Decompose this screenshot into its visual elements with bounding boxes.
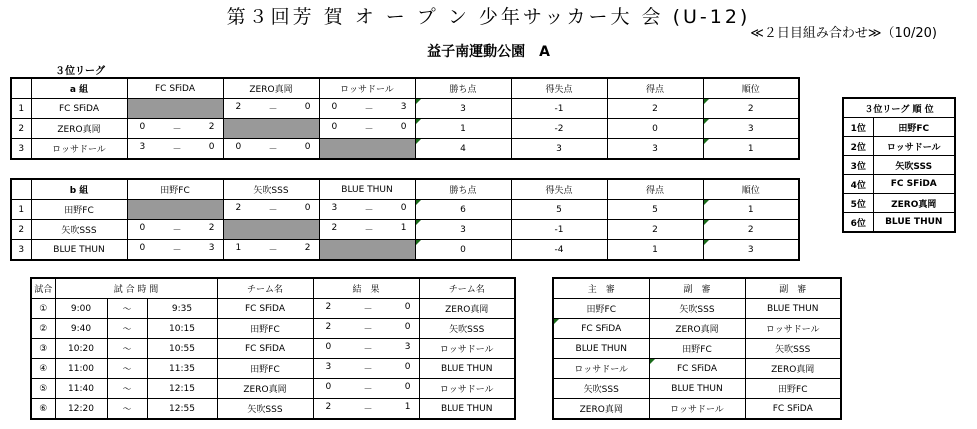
referee-team: FC SFiDA bbox=[553, 319, 649, 339]
referee-row bbox=[553, 359, 841, 379]
group-a-header: 順位 bbox=[703, 78, 799, 99]
group-a-header: a 組 bbox=[31, 78, 127, 99]
home-team: 田野FC bbox=[217, 359, 313, 379]
away-team: BLUE THUN bbox=[419, 399, 515, 420]
goal-diff-cell: -1 bbox=[511, 220, 607, 240]
row-number: 1 bbox=[11, 200, 31, 220]
group-a-body bbox=[11, 99, 799, 160]
referee-row bbox=[553, 379, 841, 399]
score-cell bbox=[127, 220, 223, 240]
referee-header: 副 審 bbox=[649, 278, 745, 299]
self-match-cell bbox=[127, 99, 223, 119]
start-time: 11:40 bbox=[55, 379, 107, 399]
match-number: ③ bbox=[31, 339, 55, 359]
score-part: － bbox=[364, 226, 374, 236]
self-match-cell bbox=[319, 139, 415, 160]
ranking-body bbox=[843, 118, 955, 233]
schedule-body bbox=[31, 299, 515, 420]
team-name: 田野FC bbox=[31, 200, 127, 220]
score-part: － bbox=[363, 325, 373, 335]
time-separator: ～ bbox=[107, 359, 147, 379]
score-part: 0 bbox=[400, 203, 407, 213]
score-value bbox=[314, 382, 419, 395]
away-team: ロッサドール bbox=[419, 339, 515, 359]
schedule-header-row bbox=[31, 278, 515, 299]
score-part: 3 bbox=[331, 203, 338, 213]
ranking-row bbox=[843, 156, 955, 175]
referee-row bbox=[553, 399, 841, 420]
venue-label: 益子南運動公園 A bbox=[427, 44, 550, 60]
score-value bbox=[224, 203, 319, 216]
score-part: － bbox=[363, 405, 373, 415]
score-part: 0 bbox=[400, 122, 407, 132]
referee-team: FC SFiDA bbox=[649, 359, 745, 379]
group-b-table bbox=[10, 178, 800, 261]
ranking-position: 2位 bbox=[843, 137, 873, 156]
row-number: 1 bbox=[11, 99, 31, 119]
referee-team: ZERO真岡 bbox=[745, 359, 841, 379]
group-a-header: 勝ち点 bbox=[415, 78, 511, 99]
score-part: － bbox=[364, 206, 374, 216]
team-name: FC SFiDA bbox=[31, 99, 127, 119]
goal-diff-cell: 5 bbox=[511, 200, 607, 220]
score-part: 3 bbox=[404, 342, 411, 352]
schedule-header: チーム名 bbox=[419, 278, 515, 299]
end-time: 10:15 bbox=[147, 319, 217, 339]
referee-team: FC SFiDA bbox=[745, 399, 841, 420]
home-team: FC SFiDA bbox=[217, 339, 313, 359]
referee-team: ロッサドール bbox=[553, 359, 649, 379]
group-a-header: 得失点 bbox=[511, 78, 607, 99]
end-time: 12:55 bbox=[147, 399, 217, 420]
referee-team: ZERO真岡 bbox=[553, 399, 649, 420]
table-row bbox=[11, 240, 799, 261]
score-part: 0 bbox=[404, 302, 411, 312]
rank-cell: 1 bbox=[703, 139, 799, 160]
points-cell: 1 bbox=[415, 119, 511, 139]
schedule-row bbox=[31, 399, 515, 420]
score-part: － bbox=[268, 246, 278, 256]
rank-cell: 2 bbox=[703, 99, 799, 119]
ranking-team: ZERO真岡 bbox=[873, 194, 955, 213]
group-b-header: 勝ち点 bbox=[415, 179, 511, 200]
ranking-position: 5位 bbox=[843, 194, 873, 213]
score-value bbox=[320, 203, 415, 216]
end-time: 12:15 bbox=[147, 379, 217, 399]
group-b-header: 矢吹SSS bbox=[223, 179, 319, 200]
group-b-header: 得失点 bbox=[511, 179, 607, 200]
row-number: 2 bbox=[11, 220, 31, 240]
points-cell: 4 bbox=[415, 139, 511, 160]
referee-team: ZERO真岡 bbox=[649, 319, 745, 339]
points-cell: 3 bbox=[415, 220, 511, 240]
group-b-body bbox=[11, 200, 799, 261]
rank-cell: 1 bbox=[703, 200, 799, 220]
score-cell bbox=[319, 200, 415, 220]
score-part: 1 bbox=[404, 402, 411, 412]
score-value bbox=[314, 342, 419, 355]
row-number: 3 bbox=[11, 139, 31, 160]
score-part: － bbox=[268, 105, 278, 115]
score-part: 2 bbox=[325, 322, 332, 332]
score-part: 2 bbox=[325, 302, 332, 312]
score-part: － bbox=[172, 145, 182, 155]
ranking-team: 矢吹SSS bbox=[873, 156, 955, 175]
score-part: 2 bbox=[208, 122, 215, 132]
score-part: 0 bbox=[331, 122, 338, 132]
ranking-position: 1位 bbox=[843, 118, 873, 137]
start-time: 10:20 bbox=[55, 339, 107, 359]
score-part: 0 bbox=[304, 142, 311, 152]
referee-team: 矢吹SSS bbox=[553, 379, 649, 399]
home-team: ZERO真岡 bbox=[217, 379, 313, 399]
score-cell bbox=[319, 119, 415, 139]
score-part: 3 bbox=[325, 362, 332, 372]
score-part: 1 bbox=[235, 243, 242, 253]
score-part: 0 bbox=[325, 342, 332, 352]
team-name: BLUE THUN bbox=[31, 240, 127, 261]
score-part: － bbox=[268, 206, 278, 216]
referee-row bbox=[553, 299, 841, 319]
time-separator: ～ bbox=[107, 299, 147, 319]
self-match-cell bbox=[127, 200, 223, 220]
start-time: 9:00 bbox=[55, 299, 107, 319]
self-match-cell bbox=[223, 119, 319, 139]
score-part: 0 bbox=[304, 203, 311, 213]
score-part: 3 bbox=[400, 102, 407, 112]
table-row bbox=[11, 220, 799, 240]
table-row bbox=[11, 139, 799, 160]
score-cell bbox=[223, 200, 319, 220]
referee-header: 主 審 bbox=[553, 278, 649, 299]
goal-diff-cell: -1 bbox=[511, 99, 607, 119]
goals-for-cell: 0 bbox=[607, 119, 703, 139]
self-match-cell bbox=[223, 220, 319, 240]
score-cell bbox=[313, 379, 419, 399]
schedule-row bbox=[31, 359, 515, 379]
team-name: 矢吹SSS bbox=[31, 220, 127, 240]
schedule-header: 試合 bbox=[31, 278, 55, 299]
score-part: 0 bbox=[404, 322, 411, 332]
group-b-header: b 組 bbox=[31, 179, 127, 200]
group-b-header: BLUE THUN bbox=[319, 179, 415, 200]
goals-for-cell: 1 bbox=[607, 240, 703, 261]
score-part: 2 bbox=[331, 223, 338, 233]
referee-table bbox=[552, 277, 842, 420]
score-part: 3 bbox=[208, 243, 215, 253]
score-part: － bbox=[268, 145, 278, 155]
start-time: 11:00 bbox=[55, 359, 107, 379]
score-part: － bbox=[364, 105, 374, 115]
score-part: 0 bbox=[304, 102, 311, 112]
group-a-header: 得点 bbox=[607, 78, 703, 99]
score-part: － bbox=[172, 125, 182, 135]
points-cell: 6 bbox=[415, 200, 511, 220]
row-number: 3 bbox=[11, 240, 31, 261]
score-part: 0 bbox=[331, 102, 338, 112]
referee-team: BLUE THUN bbox=[745, 299, 841, 319]
score-cell bbox=[223, 139, 319, 160]
score-part: 3 bbox=[139, 142, 146, 152]
home-team: 田野FC bbox=[217, 319, 313, 339]
group-a-header: ロッサドール bbox=[319, 78, 415, 99]
row-number: 2 bbox=[11, 119, 31, 139]
match-number: ① bbox=[31, 299, 55, 319]
score-value bbox=[224, 102, 319, 115]
score-part: 0 bbox=[139, 243, 146, 253]
time-separator: ～ bbox=[107, 399, 147, 420]
match-number: ⑤ bbox=[31, 379, 55, 399]
referee-team: BLUE THUN bbox=[553, 339, 649, 359]
score-part: 2 bbox=[325, 402, 332, 412]
ranking-row bbox=[843, 213, 955, 233]
ranking-row bbox=[843, 137, 955, 156]
points-cell: 0 bbox=[415, 240, 511, 261]
score-part: 0 bbox=[208, 142, 215, 152]
ranking-row bbox=[843, 175, 955, 194]
score-cell bbox=[223, 99, 319, 119]
ranking-position: 4位 bbox=[843, 175, 873, 194]
referee-header-row bbox=[553, 278, 841, 299]
group-b-header-row bbox=[11, 179, 799, 200]
score-cell bbox=[127, 240, 223, 261]
referee-body bbox=[553, 299, 841, 420]
group-b-header: 順位 bbox=[703, 179, 799, 200]
rank-cell: 3 bbox=[703, 119, 799, 139]
time-separator: ～ bbox=[107, 339, 147, 359]
referee-row bbox=[553, 339, 841, 359]
schedule-row bbox=[31, 339, 515, 359]
score-cell bbox=[313, 399, 419, 420]
score-value bbox=[320, 102, 415, 115]
ranking-team: FC SFiDA bbox=[873, 175, 955, 194]
ranking-row bbox=[843, 118, 955, 137]
ranking-position: 3位 bbox=[843, 156, 873, 175]
goal-diff-cell: 3 bbox=[511, 139, 607, 160]
rank-cell: 3 bbox=[703, 240, 799, 261]
score-part: － bbox=[172, 226, 182, 236]
score-value bbox=[128, 223, 223, 236]
time-separator: ～ bbox=[107, 319, 147, 339]
home-team: FC SFiDA bbox=[217, 299, 313, 319]
table-row bbox=[11, 200, 799, 220]
schedule-header: 結 果 bbox=[313, 278, 419, 299]
goal-diff-cell: -2 bbox=[511, 119, 607, 139]
group-a-header: FC SFiDA bbox=[127, 78, 223, 99]
table-row bbox=[11, 119, 799, 139]
score-part: 0 bbox=[139, 122, 146, 132]
score-value bbox=[128, 122, 223, 135]
time-separator: ～ bbox=[107, 379, 147, 399]
score-part: － bbox=[363, 385, 373, 395]
score-part: 1 bbox=[400, 223, 407, 233]
score-value bbox=[314, 322, 419, 335]
score-part: － bbox=[364, 125, 374, 135]
referee-team: ロッサドール bbox=[745, 319, 841, 339]
referee-header: 副 審 bbox=[745, 278, 841, 299]
team-name: ZERO真岡 bbox=[31, 119, 127, 139]
score-part: 0 bbox=[139, 223, 146, 233]
ranking-team: 田野FC bbox=[873, 118, 955, 137]
score-part: 0 bbox=[404, 362, 411, 372]
match-number: ⑥ bbox=[31, 399, 55, 420]
score-part: － bbox=[363, 305, 373, 315]
away-team: BLUE THUN bbox=[419, 359, 515, 379]
end-time: 9:35 bbox=[147, 299, 217, 319]
goals-for-cell: 2 bbox=[607, 99, 703, 119]
table-row bbox=[11, 99, 799, 119]
group-a-header-row bbox=[11, 78, 799, 99]
score-part: 0 bbox=[404, 382, 411, 392]
score-cell bbox=[319, 220, 415, 240]
points-cell: 3 bbox=[415, 99, 511, 119]
away-team: ZERO真岡 bbox=[419, 299, 515, 319]
group-a-header: ZERO真岡 bbox=[223, 78, 319, 99]
referee-team: 田野FC bbox=[649, 339, 745, 359]
score-value bbox=[224, 243, 319, 256]
rank-cell: 2 bbox=[703, 220, 799, 240]
score-part: － bbox=[363, 365, 373, 375]
ranking-team: BLUE THUN bbox=[873, 213, 955, 233]
self-match-cell bbox=[319, 240, 415, 261]
score-part: 2 bbox=[235, 102, 242, 112]
end-time: 11:35 bbox=[147, 359, 217, 379]
end-time: 10:55 bbox=[147, 339, 217, 359]
referee-row bbox=[553, 319, 841, 339]
schedule-row bbox=[31, 319, 515, 339]
score-cell bbox=[313, 319, 419, 339]
goals-for-cell: 2 bbox=[607, 220, 703, 240]
score-value bbox=[320, 122, 415, 135]
ranking-row bbox=[843, 194, 955, 213]
score-part: 2 bbox=[235, 203, 242, 213]
goals-for-cell: 3 bbox=[607, 139, 703, 160]
score-value bbox=[314, 302, 419, 315]
score-value bbox=[314, 402, 419, 415]
referee-team: 田野FC bbox=[745, 379, 841, 399]
score-part: － bbox=[363, 345, 373, 355]
referee-team: 田野FC bbox=[553, 299, 649, 319]
score-value bbox=[128, 142, 223, 155]
referee-team: BLUE THUN bbox=[649, 379, 745, 399]
score-cell bbox=[223, 240, 319, 261]
ranking-table bbox=[842, 97, 956, 233]
group-a-table bbox=[10, 77, 800, 160]
score-cell bbox=[313, 299, 419, 319]
referee-team: ロッサドール bbox=[649, 399, 745, 420]
start-time: 9:40 bbox=[55, 319, 107, 339]
ranking-header: ３位リーグ 順 位 bbox=[843, 98, 955, 118]
score-value bbox=[224, 142, 319, 155]
score-part: 2 bbox=[208, 223, 215, 233]
match-number: ④ bbox=[31, 359, 55, 379]
match-number: ② bbox=[31, 319, 55, 339]
score-part: 0 bbox=[235, 142, 242, 152]
start-time: 12:20 bbox=[55, 399, 107, 420]
away-team: 矢吹SSS bbox=[419, 319, 515, 339]
team-name: ロッサドール bbox=[31, 139, 127, 160]
referee-team: 矢吹SSS bbox=[745, 339, 841, 359]
away-team: ロッサドール bbox=[419, 379, 515, 399]
referee-team: 矢吹SSS bbox=[649, 299, 745, 319]
score-cell bbox=[127, 119, 223, 139]
score-cell bbox=[313, 339, 419, 359]
score-value bbox=[320, 223, 415, 236]
home-team: 矢吹SSS bbox=[217, 399, 313, 420]
schedule-row bbox=[31, 299, 515, 319]
page-subtitle: ≪２日目組み合わせ≫（10/20) bbox=[750, 26, 937, 41]
score-value bbox=[314, 362, 419, 375]
goals-for-cell: 5 bbox=[607, 200, 703, 220]
score-part: － bbox=[172, 246, 182, 256]
score-part: 2 bbox=[304, 243, 311, 253]
schedule-header: 試 合 時 間 bbox=[55, 278, 217, 299]
schedule-table bbox=[30, 277, 516, 420]
group-b-header: 田野FC bbox=[127, 179, 223, 200]
score-part: 0 bbox=[325, 382, 332, 392]
ranking-team: ロッサドール bbox=[873, 137, 955, 156]
score-cell bbox=[319, 99, 415, 119]
score-cell bbox=[127, 139, 223, 160]
score-value bbox=[128, 243, 223, 256]
ranking-position: 6位 bbox=[843, 213, 873, 233]
schedule-row bbox=[31, 379, 515, 399]
score-cell bbox=[313, 359, 419, 379]
goal-diff-cell: -4 bbox=[511, 240, 607, 261]
page-title: 第３回芳 賀 オ ー プ ン 少年サッカー大 会 (U-12) bbox=[226, 6, 751, 28]
schedule-header: チーム名 bbox=[217, 278, 313, 299]
group-b-header: 得点 bbox=[607, 179, 703, 200]
league-label: ３位リーグ bbox=[55, 66, 105, 77]
